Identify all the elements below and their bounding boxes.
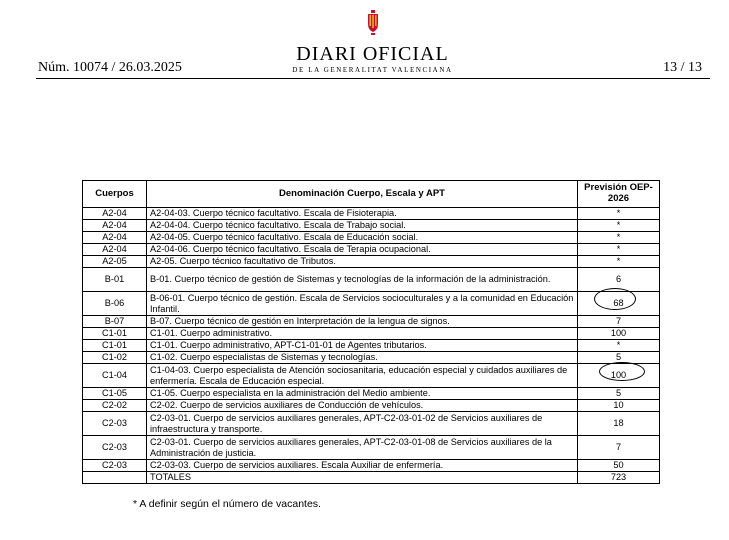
cell-denominacion: C2-02. Cuerpo de servicios auxiliares de Conducción de vehículos. [147,400,578,412]
cell-prevision: 18 [578,412,660,436]
cell-denominacion: C2-03-01. Cuerpo de servicios auxiliares generales, APT-C2-03-01-08 de Servicios auxiliares de la Administración de justicia. [147,436,578,460]
cell-denominacion: B-01. Cuerpo técnico de gestión de Sistemas y tecnologías de la información de la administración. [147,268,578,292]
cell-code: C2-02 [83,400,147,412]
cell-prevision: * [578,220,660,232]
cell-code: B-06 [83,292,147,316]
table-row [83,364,660,388]
cell-code: A2-04 [83,220,147,232]
cell-code: A2-04 [83,244,147,256]
cell-prevision: 6 [578,268,660,292]
cell-denominacion: C1-02. Cuerpo especialistas de Sistemas y tecnologías. [147,352,578,364]
cell-prevision: 100 [578,364,660,388]
handwritten-circle-68 [594,288,636,310]
cell-denominacion: B-07. Cuerpo técnico de gestión en Interpretación de la lengua de signos. [147,316,578,328]
cell-denominacion: C1-01. Cuerpo administrativo. [147,328,578,340]
cell-code: C2-03 [83,412,147,436]
cell-denominacion: A2-04-04. Cuerpo técnico facultativo. Escala de Trabajo social. [147,220,578,232]
cell-code: C1-01 [83,328,147,340]
cell-denominacion: A2-04-06. Cuerpo técnico facultativo. Escala de Terapia ocupacional. [147,244,578,256]
page-number: 13 / 13 [663,60,702,75]
cell-code: C2-03 [83,436,147,460]
table-row [83,316,660,328]
cell-code: B-01 [83,268,147,292]
generalitat-crest-icon [366,10,380,40]
cell-code: C1-01 [83,340,147,352]
table-row [83,460,660,472]
cell-prevision: 5 [578,388,660,400]
table-row [83,400,660,412]
cell-denominacion: C1-05. Cuerpo especialista en la administración del Medio ambiente. [147,388,578,400]
cell-denominacion: A2-05. Cuerpo técnico facultativo de Tributos. [147,256,578,268]
cell-prevision: * [578,244,660,256]
table-row [83,388,660,400]
totals-label: TOTALES [147,472,578,484]
totals-value: 723 [578,472,660,484]
table-row [83,232,660,244]
table-row [83,292,660,316]
table-header-row [83,181,660,208]
column-header-cuerpos: Cuerpos [83,181,147,208]
totals-row [83,472,660,484]
cell-code: A2-04 [83,208,147,220]
cell-prevision: * [578,232,660,244]
column-header-denominacion: Denominación Cuerpo, Escala y APT [147,181,578,208]
cell-code: C2-03 [83,460,147,472]
column-header-prevision: Previsión OEP-2026 [578,181,660,208]
cell-denominacion: B-06-01. Cuerpo técnico de gestión. Escala de Servicios socioculturales y a la comunidad en Educación Infantil. [147,292,578,316]
handwritten-circle-100 [599,362,645,381]
table-row [83,412,660,436]
cell-prevision: 7 [578,436,660,460]
cell-denominacion: A2-04-05. Cuerpo técnico facultativo. Escala de Educación social. [147,232,578,244]
issue-number: Núm. 10074 / 26.03.2025 [38,60,182,75]
cell-code: C1-05 [83,388,147,400]
table-row [83,220,660,232]
cell-prevision: 50 [578,460,660,472]
cell-prevision: 100 [578,328,660,340]
cell-code: A2-04 [83,232,147,244]
cell-blank [83,472,147,484]
masthead [280,10,465,74]
cell-prevision: * [578,208,660,220]
cell-code: C1-02 [83,352,147,364]
cell-denominacion: C1-01. Cuerpo administrativo, APT-C1-01-01 de Agentes tributarios. [147,340,578,352]
cell-prevision: 5 [578,352,660,364]
table-row [83,436,660,460]
table-row [83,352,660,364]
cell-prevision: 10 [578,400,660,412]
cell-denominacion: A2-04-03. Cuerpo técnico facultativo. Escala de Fisioterapia. [147,208,578,220]
cell-code: B-07 [83,316,147,328]
table-row [83,268,660,292]
cell-code: C1-04 [83,364,147,388]
table-row [83,340,660,352]
cell-prevision: * [578,340,660,352]
cell-prevision: 7 [578,316,660,328]
table-row [83,328,660,340]
footnote: * A definir según el número de vacantes. [133,498,321,510]
oep-table [82,180,660,484]
table-row [83,256,660,268]
table-row [83,208,660,220]
cell-denominacion: C1-04-03. Cuerpo especialista de Atención sociosanitaria, educación especial y cuidados auxiliares de enfermería. Escala de Educación especial. [147,364,578,388]
cell-prevision: * [578,256,660,268]
table-row [83,244,660,256]
cell-prevision: 68 [578,292,660,316]
cell-denominacion: C2-03-03. Cuerpo de servicios auxiliares. Escala Auxiliar de enfermería. [147,460,578,472]
masthead-title: DIARI OFICIAL [296,43,449,65]
cell-code: A2-05 [83,256,147,268]
masthead-subtitle: DE LA GENERALITAT VALENCIANA [292,66,453,74]
header-divider [36,78,710,79]
cell-denominacion: C2-03-01. Cuerpo de servicios auxiliares generales, APT-C2-03-01-02 de Servicios auxiliares de infraestructura y transporte. [147,412,578,436]
